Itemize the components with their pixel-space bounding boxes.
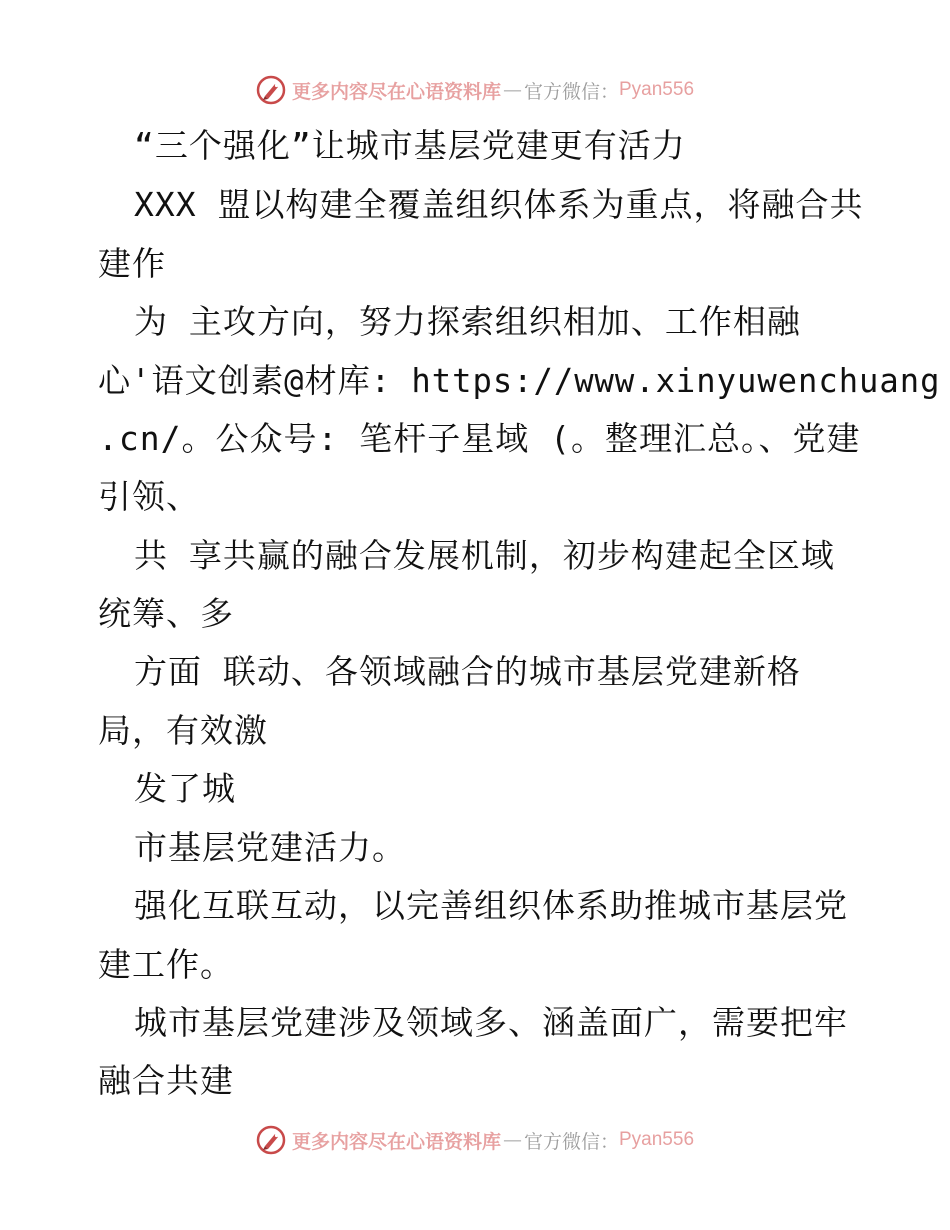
body-line: 市基层党建活力。 <box>134 828 406 867</box>
body-line: 建作 <box>98 244 166 283</box>
watermark-wechat-id: Pyan556 <box>619 1129 695 1150</box>
footer-watermark <box>0 1122 950 1158</box>
body-line: 建工作。 <box>98 945 234 984</box>
body-line: 融合共建 <box>98 1061 234 1100</box>
body-line: XXX 盟以构建全覆盖组织体系为重点，将融合共 <box>134 185 864 224</box>
body-line: 发了城 <box>134 769 236 808</box>
body-line: .cn/。公众号: 笔杆子星域 (。整理汇总。、党建 <box>98 419 861 458</box>
watermark-official-label: 官方微信： <box>523 1130 619 1153</box>
watermark-main-text: 更多内容尽在心语资料库 <box>291 80 501 103</box>
watermark-main-text: 更多内容尽在心语资料库 <box>291 1130 501 1153</box>
body-line: 统筹、多 <box>98 594 234 633</box>
body-line: 为 主攻方向，努力探索组织相加、工作相融 <box>134 302 801 341</box>
body-line: 局，有效激 <box>98 711 268 750</box>
body-line: 共 享共赢的融合发展机制，初步构建起全区域 <box>134 536 835 575</box>
body-line: 城市基层党建涉及领域多、涵盖面广，需要把牢 <box>134 1003 848 1042</box>
body-line: 方面 联动、各领域融合的城市基层党建新格 <box>134 652 801 691</box>
watermark-wechat-id: Pyan556 <box>619 79 695 100</box>
body-line: 强化互联互动，以完善组织体系助推城市基层党 <box>134 886 848 925</box>
header-watermark <box>0 72 950 108</box>
pen-logo-icon <box>256 75 286 105</box>
watermark-separator: — <box>502 1129 522 1151</box>
pen-logo-icon <box>256 1125 286 1155</box>
body-line: 引领、 <box>98 477 200 516</box>
document-title: “三个强化”让城市基层党建更有活力 <box>134 126 686 165</box>
body-line: 心'语文创素@材库: https://www.xinyuwenchuang <box>98 361 941 400</box>
watermark-official-label: 官方微信： <box>523 80 619 103</box>
watermark-separator: — <box>502 79 522 101</box>
